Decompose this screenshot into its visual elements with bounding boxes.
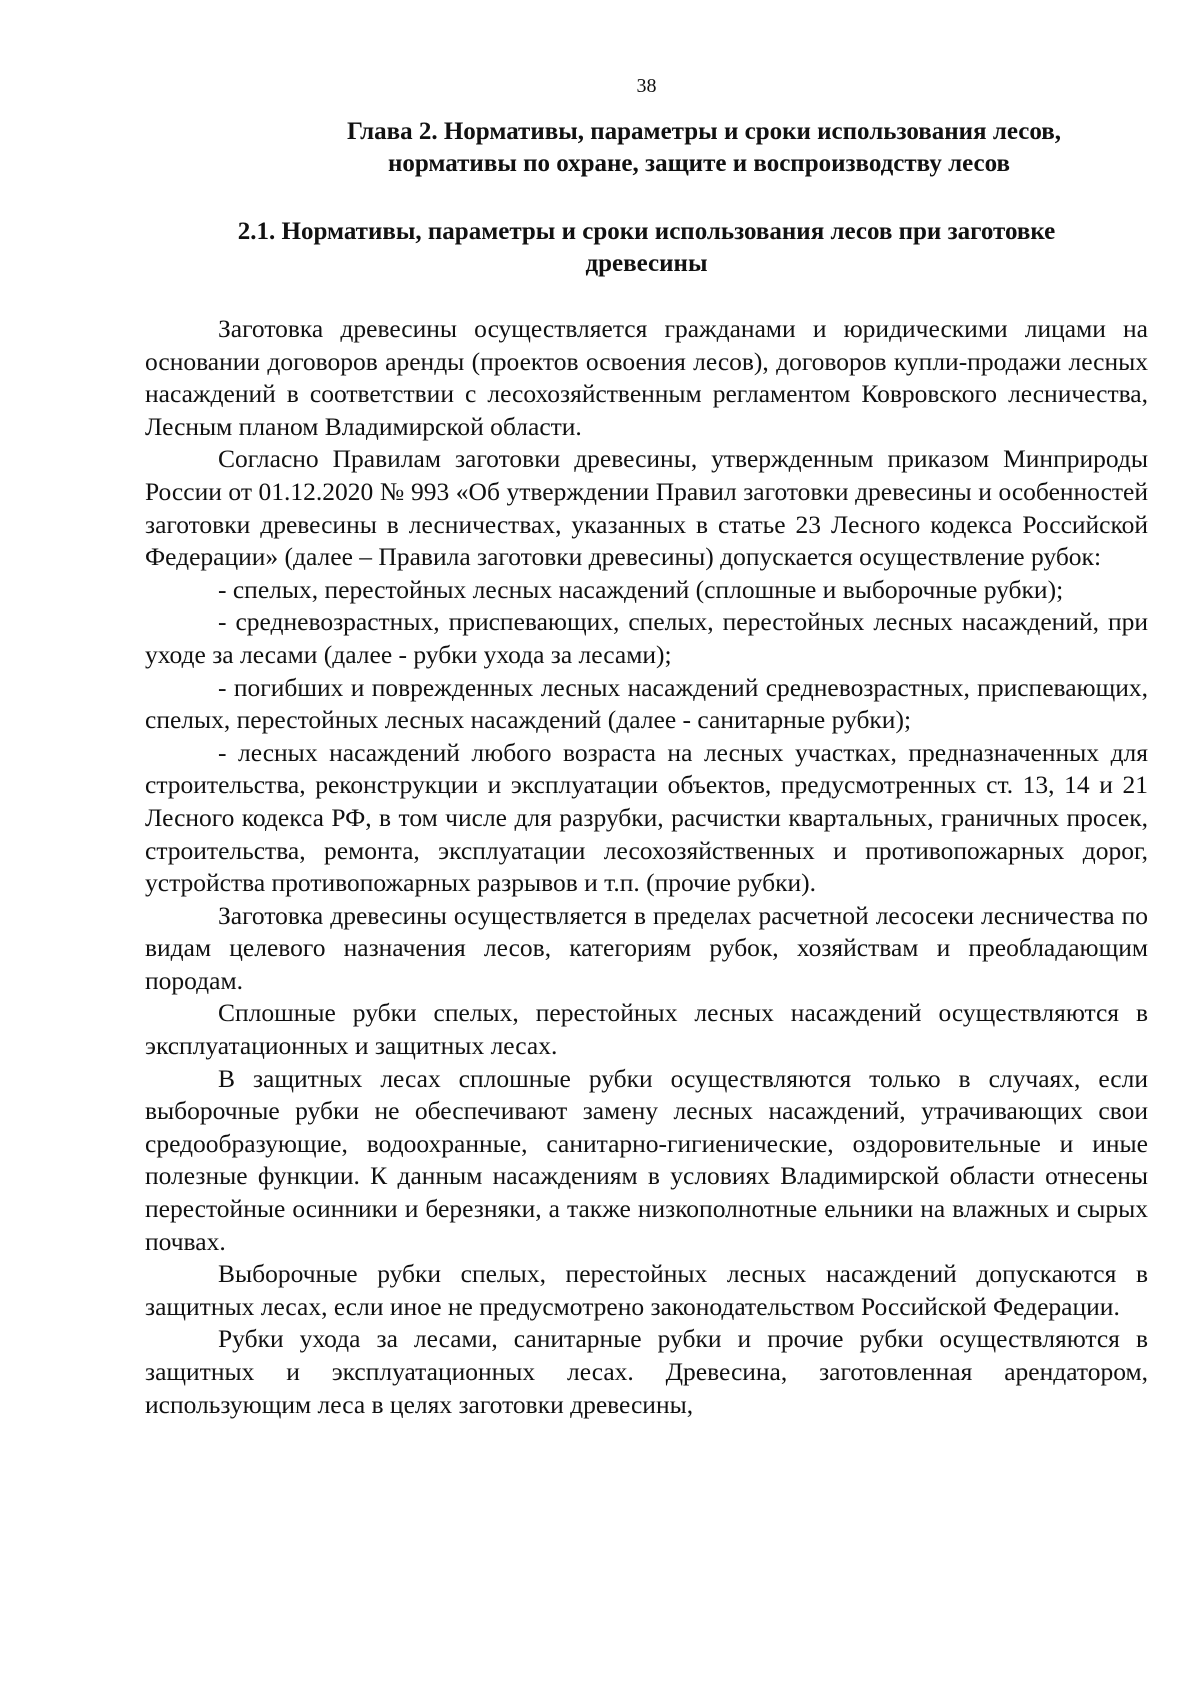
chapter-title-line-2: нормативы по охране, защите и воспроизводству лесов <box>388 150 1010 177</box>
list-item-other-fellings: - лесных насаждений любого возраста на лесных участках, предназначенных для строительства, реконструкции и эксплуатации объектов, предусмотренных ст. 13, 14 и 21 Лесного кодекса РФ, в том числе для разрубки, расчистки квартальных, граничных просек, строительства, ремонта, эксплуатации лесохозяйственных и противопожарных дорог, устройства противопожарных разрывов и т.п. (прочие рубки). <box>145 737 1148 898</box>
section-title-line-2: древесины <box>585 250 708 277</box>
paragraph-10: Выборочные рубки спелых, перестойных лесных насаждений допускаются в защитных лесах, если иное не предусмотрено законодательством Российской Федерации. <box>145 1259 1148 1321</box>
paragraph-8: Сплошные рубки спелых, перестойных лесных насаждений осуществляются в эксплуатационных и защитных лесах. <box>145 998 1148 1061</box>
paragraph-1: Заготовка древесины осуществляется гражданами и юридическими лицами на основании договоров аренды (проектов освоения лесов), договоров купли-продажи лесных насаждений в соответствии с лесохозяйственным регламентом Ковровского лесничества, Лесным планом Владимирской области. <box>145 314 1148 441</box>
paragraph-2: Согласно Правилам заготовки древесины, утвержденным приказом Минприроды России от 01.12.2020 № 993 «Об утверждении Правил заготовки древесины и особенностей заготовки древесины в лесничествах, указанных в статье 23 Лесного кодекса Российской Федерации» (далее – Правила заготовки древесины) допускается осуществление рубок: <box>145 444 1148 572</box>
list-item-sanitary: - погибших и поврежденных лесных насаждений средневозрастных, приспевающих, спелых, перестойных лесных насаждений (далее - санитарные рубки); <box>145 672 1148 735</box>
list-item-forest-care: - средневозрастных, приспевающих, спелых, перестойных лесных насаждений, при уходе за лесами (далее - рубки ухода за лесами); <box>145 607 1148 669</box>
paragraph-7: Заготовка древесины осуществляется в пределах расчетной лесосеки лесничества по видам целевого назначения лесов, категориям рубок, хозяйствам и преобладающим породам. <box>145 900 1148 995</box>
chapter-title-line-1: Глава 2. Нормативы, параметры и сроки использования лесов, <box>347 118 1061 145</box>
list-item-mature-stands: - спелых, перестойных лесных насаждений (сплошные и выборочные рубки); <box>218 574 1064 604</box>
paragraph-9: В защитных лесах сплошные рубки осуществляются только в случаях, если выборочные рубки не обеспечивают замену лесных насаждений, утрачивающих свои средообразующие, водоохранные, санитарно-гигиенические, оздоровительные и иные полезные функции. К данным насаждениям в условиях Владимирской области отнесены перестойные осинники и березняки, а также низкополнотные ельники на влажных и сырых почвах. <box>145 1063 1148 1256</box>
paragraph-11: Рубки ухода за лесами, санитарные рубки и прочие рубки осуществляются в защитных и эксплуатационных лесах. Древесина, заготовленная арендатором, использующим леса в целях заготовки древесины, <box>145 1324 1148 1419</box>
section-title-line-1: 2.1. Нормативы, параметры и сроки использования лесов при заготовке <box>237 218 1056 245</box>
body-text <box>145 313 1148 1421</box>
chapter-title <box>145 116 1148 180</box>
section-title <box>145 216 1148 280</box>
page-number: 38 <box>636 75 657 97</box>
